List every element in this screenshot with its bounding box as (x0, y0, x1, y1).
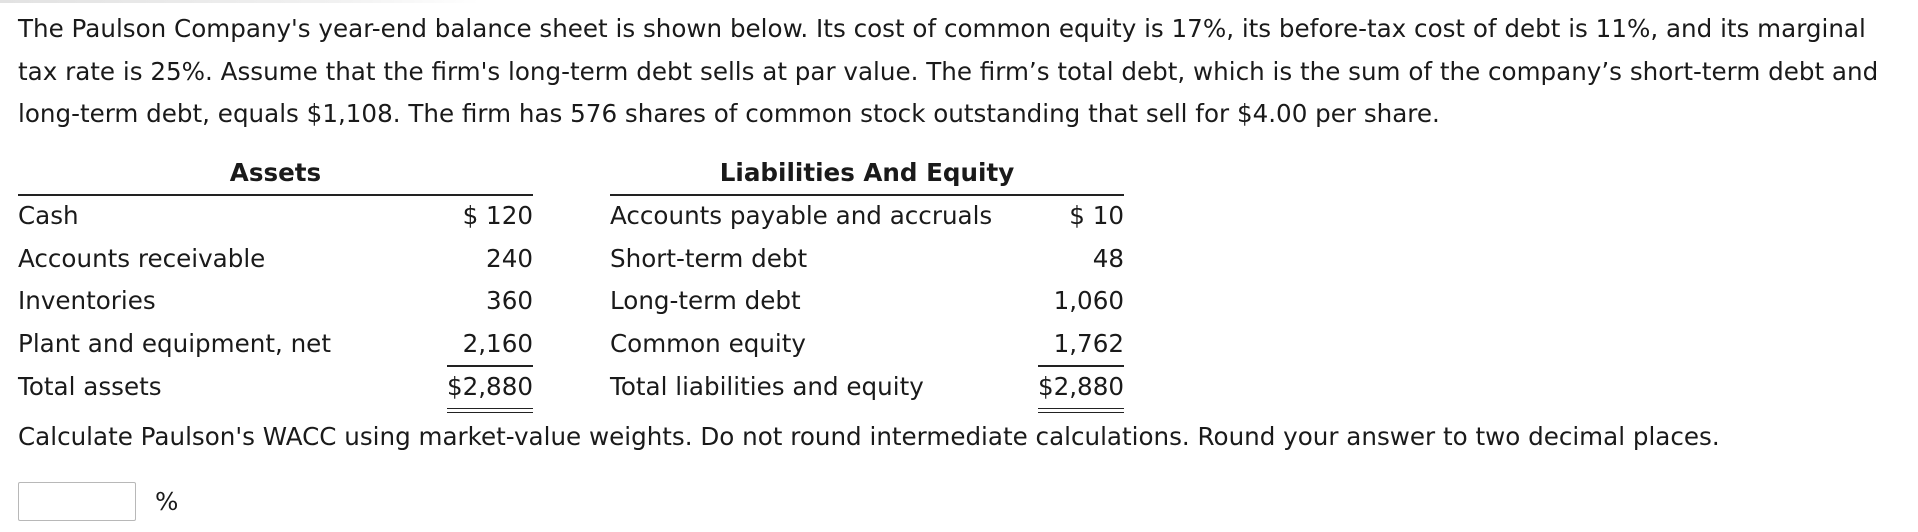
liabilities-row-value: $ 10 (1069, 201, 1124, 230)
assets-header-rule (18, 194, 533, 196)
assets-row-label: Inventories (18, 286, 156, 315)
liabilities-row-label: Long-term debt (610, 286, 801, 315)
liabilities-header: Liabilities And Equity (719, 158, 1015, 187)
assets-row-value: $ 120 (462, 201, 533, 230)
liabilities-row-value: 1,762 (1053, 329, 1124, 358)
question-prompt: Calculate Paulson's WACC using market-value weights. Do not round intermediate calculations. Round your answer to two decimal places. (18, 422, 1720, 451)
liabilities-total-value: $2,880 (1037, 372, 1124, 401)
liabilities-total-label: Total liabilities and equity (610, 372, 924, 401)
top-divider-shade (0, 0, 480, 3)
percent-unit-label: % (155, 487, 179, 516)
liabilities-row-value: 1,060 (1053, 286, 1124, 315)
liabilities-total-double-rule (1038, 408, 1124, 413)
liabilities-header-rule (610, 194, 1124, 196)
assets-row-label: Accounts receivable (18, 244, 266, 273)
assets-row-value: 360 (486, 286, 533, 315)
problem-statement: The Paulson Company's year-end balance sheet is shown below. Its cost of common equity is 17%, its before-tax cost of debt is 11%, and its marginal tax rate is 25%. Assume that the firm's long-term debt sells at par value. The firm’s total debt, which is the sum of the company’s short-term debt and long-term debt, equals $1,108. The firm has 576 shares of common stock outstanding that sell for $4.00 per share. (18, 14, 1879, 128)
balance-sheet (0, 156, 1918, 426)
assets-header: Assets (229, 158, 322, 187)
assets-total-double-rule (447, 408, 533, 413)
liabilities-row-label: Short-term debt (610, 244, 808, 273)
assets-row-label: Cash (18, 201, 79, 230)
liabilities-subtotal-rule (1038, 365, 1124, 367)
wacc-answer-input[interactable] (18, 482, 136, 521)
liabilities-row-label: Common equity (610, 329, 806, 358)
assets-row-label: Plant and equipment, net (18, 329, 331, 358)
assets-row-value: 2,160 (462, 329, 533, 358)
liabilities-row-label: Accounts payable and accruals (610, 201, 993, 230)
assets-row-value: 240 (486, 244, 533, 273)
assets-total-label: Total assets (18, 372, 162, 401)
assets-subtotal-rule (447, 365, 533, 367)
liabilities-row-value: 48 (1092, 244, 1124, 273)
assets-total-value: $2,880 (446, 372, 533, 401)
